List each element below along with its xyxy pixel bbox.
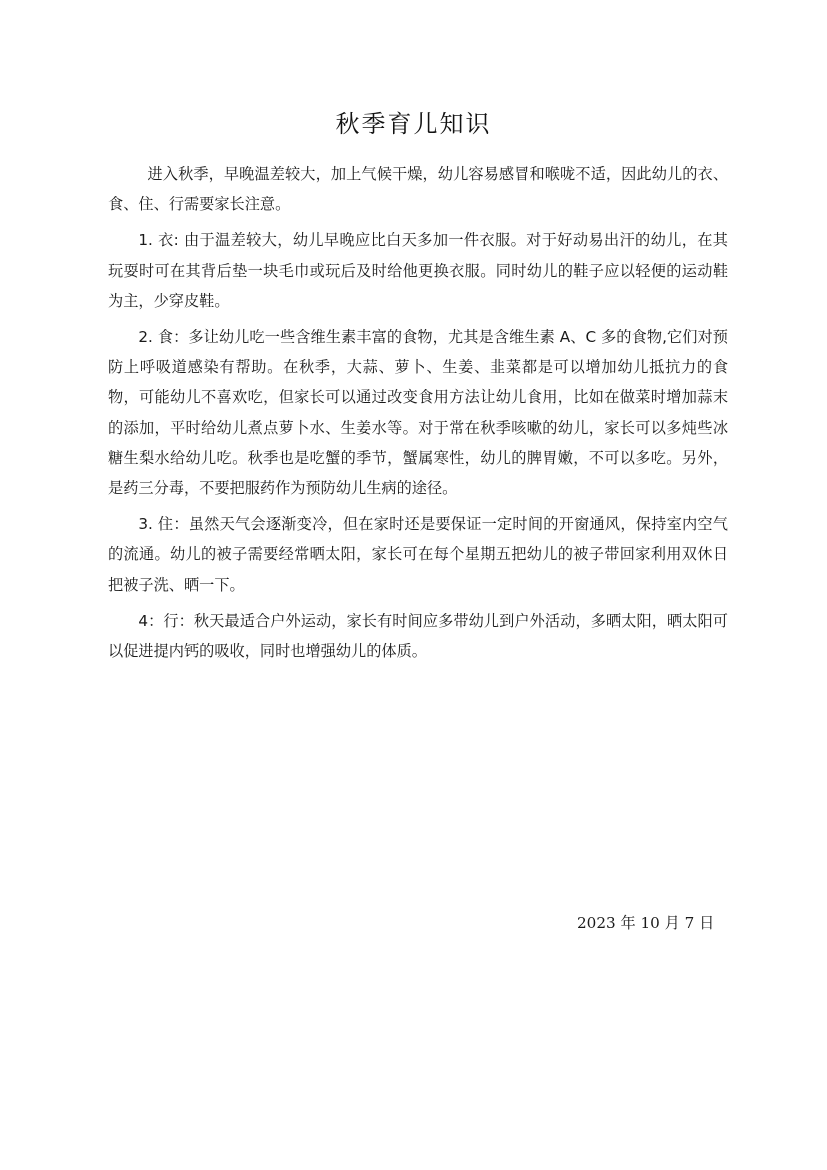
paragraph-travel: 4：行：秋天最适合户外运动，家长有时间应多带幼儿到户外活动，多晒太阳，晒太阳可以促进提内钙的吸收，同时也增强幼儿的体质。 [108, 611, 728, 661]
document-title: 秋季育儿知识 [335, 110, 492, 138]
document-date: 2023 年 10 月 7 日 [577, 914, 715, 932]
paragraph-intro: 进入秋季，早晚温差较大，加上气候干燥，幼儿容易感冒和喉咙不适，因此幼儿的衣、食、住、行需要家长注意。 [108, 165, 728, 214]
paragraph-housing: 3. 住：虽然天气会逐渐变冷，但在家时还是要保证一定时间的开窗通风，保持室内空气的流通。幼儿的被子需要经常晒太阳，家长可在每个星期五把幼儿的被子带回家利用双休日把被子洗、晒一下。 [108, 515, 728, 594]
document-body [108, 159, 728, 666]
paragraph-food: 2. 食：多让幼儿吃一些含维生素丰富的食物，尤其是含维生素 A、C 多的食物,它们对预防上呼吸道感染有帮助。在秋季，大蒜、萝卜、生姜、韭菜都是可以增加幼儿抵抗力的食物，可能幼儿不喜欢吃，但家长可以通过改变食用方法让幼儿食用，比如在做菜时增加蒜末的添加，平时给幼儿煮点萝卜水、生姜水等。对于常在秋季咳嗽的幼儿，家长可以多炖些冰糖生梨水给幼儿吃。秋季也是吃蟹的季节，蟹属寒性，幼儿的脾胃嫩，不可以多吃。另外，是药三分毒，不要把服药作为预防幼儿生病的途径。 [108, 328, 728, 498]
paragraph-clothing: 1. 衣: 由于温差较大，幼儿早晚应比白天多加一件衣服。对于好动易出汗的幼儿，在其玩耍时可在其背后垫一块毛巾或玩后及时给他更换衣服。同时幼儿的鞋子应以轻便的运动鞋为主，少穿皮鞋。 [108, 231, 728, 310]
